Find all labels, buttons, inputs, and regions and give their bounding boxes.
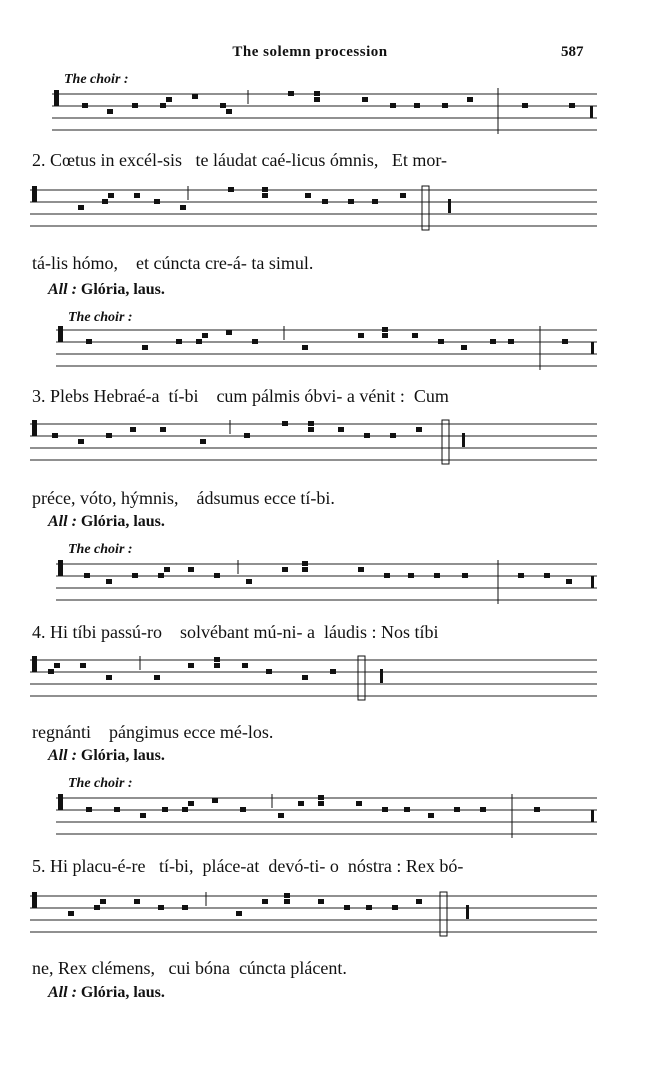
chant-staff-5a [56,792,597,842]
verse-2-line-1: 2. Cœtus in excél-sis te láudat caé-licus ómnis, Et mor- [32,150,448,170]
verse-3-line-2: préce, vóto, hýmnis, ádsumus ecce tí-bi. [32,488,335,508]
chant-staff-2b [30,184,597,236]
chant-staff-3a [56,324,597,374]
verse-4-line-1: 4. Hi tíbi passú-ro solvébant mú-ni- a láudis : Nos tíbi [32,622,439,642]
refrain: Glória, laus. [80,747,165,764]
chant-staff-3b [30,418,597,470]
verse-5-line-2: ne, Rex clémens, cui bóna cúncta plácent. [32,958,347,978]
choir-label-2: The choir : [64,72,129,87]
verse-5-line-1: 5. Hi placu-é-re tí-bi, pláce-at devó-ti- o nóstra : Rex bó- [32,856,464,876]
chant-staff-5b [30,890,597,942]
refrain: Glória, laus. [80,984,165,1001]
all-label: All : [48,281,77,298]
refrain: Glória, laus. [80,513,165,530]
all-response-3 [48,513,165,531]
verse-3-line-1: 3. Plebs Hebraé-a tí-bi cum pálmis óbvi- a vénit : Cum [32,386,449,406]
chant-staff-2a [52,88,597,140]
running-title: The solemn procession [232,44,388,60]
choir-label-4: The choir : [68,542,133,557]
all-response-2 [48,281,165,299]
choir-label-3: The choir : [68,310,133,325]
refrain: Glória, laus. [80,281,165,298]
all-label: All : [48,513,77,530]
all-label: All : [48,747,77,764]
verse-2-line-2: tá-lis hómo, et cúncta cre-á- ta simul. [32,253,314,273]
chant-staff-4a [56,558,597,608]
chant-staff-4b [30,654,597,706]
all-response-5 [48,984,165,1002]
choir-label-5: The choir : [68,776,133,791]
page-number: 587 [561,44,584,60]
verse-4-line-2: regnánti pángimus ecce mé-los. [32,722,274,742]
all-label: All : [48,984,77,1001]
all-response-4 [48,747,165,765]
